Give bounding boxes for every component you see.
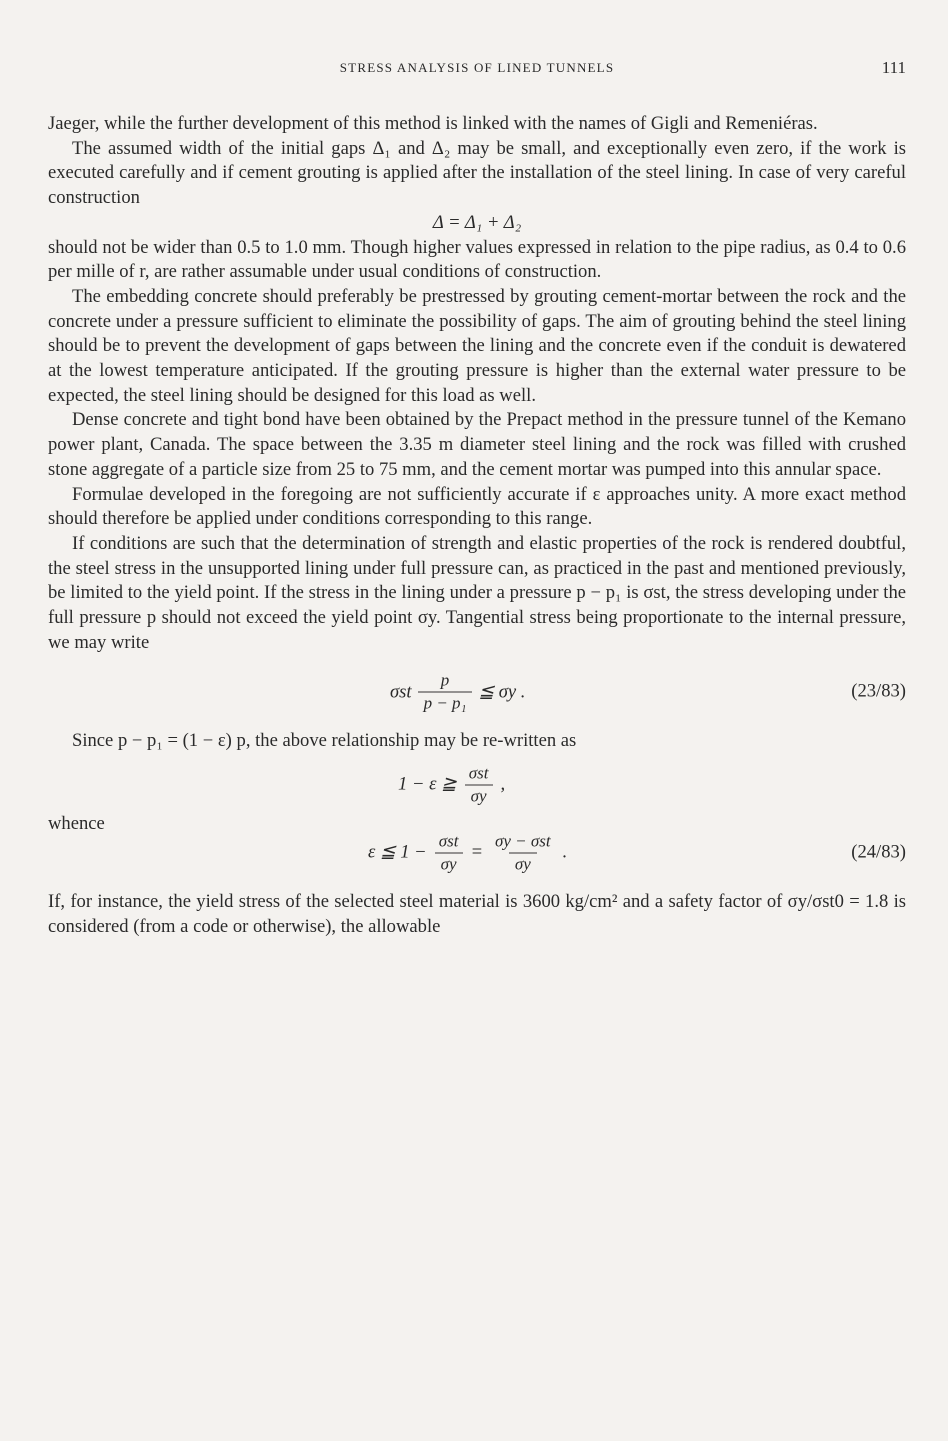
- eq23-fraction: [418, 670, 473, 715]
- eq24-numerator-1: σst: [438, 831, 459, 851]
- paragraph-8: Since p − p₁ = (1 − ε) p, the above relationship may be re-written as: [72, 730, 577, 752]
- eq24-fraction-1: [433, 831, 465, 876]
- running-title: STRESS ANALYSIS OF LINED TUNNELS: [339, 60, 615, 75]
- eq23-rhs: ≦ σy .: [478, 681, 526, 703]
- eq23-numerator: p: [440, 670, 450, 690]
- eq23-denominator: p − p₁: [418, 692, 473, 715]
- paragraph-4: The embedding concrete should preferably be prestressed by grouting cement-mortar between the rock and the concrete under a pressure sufficient to eliminate the possibility of gaps. The aim of grouting behind the steel lining should be to prevent the development of gaps between the lining and the concrete even if the conduit is dewatered at the lowest temperature anticipated. If the grouting pressure is higher than the external water pressure to be expected, the steel lining should be designed for this load as well.: [48, 285, 906, 406]
- eq24-denominator-2: σy: [509, 853, 537, 876]
- eq24-lhs: ε ≦ 1 −: [368, 841, 427, 863]
- eq24-fraction-2: [489, 831, 557, 876]
- body-text: [48, 112, 906, 940]
- paragraph-3: should not be wider than 0.5 to 1.0 mm. Though higher values expressed in relation to the pipe radius, as 0.4 to 0.6 per mille of r, are rather assumable under usual conditions of construction.: [48, 236, 906, 283]
- eq23-lhs: σst: [390, 681, 412, 703]
- equation-intermediate: [48, 754, 906, 816]
- eqmid-lhs: 1 − ε ≧: [398, 773, 457, 795]
- paragraph-1: Jaeger, while the further development of this method is linked with the names of Gigli and Remeniéras.: [48, 113, 818, 134]
- paragraph-5: Dense concrete and tight bond have been obtained by the Prepact method in the pressure tunnel of the Kemano power plant, Canada. The space between the 3.35 m diameter steel lining and the rock was filled with crushed stone aggregate of a particle size from 25 to 75 mm, and the cement mortar was pumped into this annular space.: [48, 409, 906, 480]
- page-number: 111: [881, 58, 906, 77]
- eq24-denominator-1: σy: [435, 853, 463, 876]
- paragraph-6: Formulae developed in the foregoing are not sufficiently accurate if ε approaches unity. A more exact method should therefore be applied under conditions corresponding to this range.: [48, 483, 906, 530]
- eq24-equals: =: [470, 841, 483, 863]
- equation-gap: Δ = Δ₁ + Δ₂: [432, 211, 522, 233]
- whence-label: whence: [48, 813, 105, 835]
- paragraph-2: The assumed width of the initial gaps Δ₁ and Δ₂ may be small, and exceptionally even zero, if the work is executed carefully and if cement grouting is applied after the installation of the steel lining. In case of very careful construction: [48, 137, 906, 209]
- equation-24: [48, 813, 906, 890]
- eqmid-rhs: ,: [500, 773, 506, 795]
- eqmid-denominator: σy: [465, 785, 493, 808]
- paragraph-7: If conditions are such that the determination of strength and elastic properties of the rock is rendered doubtful, the steel stress in the unsupported lining under full pressure can, as practiced in the past and mentioned previously, be limited to the yield point. If the stress in the lining under a pressure p − p₁ is σst, the stress developing under the full pressure p should not exceed the yield point σy. Tangential stress being proportionate to the internal pressure, we may write: [48, 532, 906, 653]
- eqmid-numerator: σst: [468, 763, 489, 783]
- eq24-number: (24/83): [851, 841, 906, 863]
- eqmid-fraction: [463, 763, 495, 808]
- running-head: [48, 58, 906, 82]
- eq24-numerator-2: σy − σst: [495, 831, 551, 851]
- eq24-rhs: .: [562, 841, 568, 863]
- equation-23: [48, 655, 906, 729]
- eq23-number: (23/83): [851, 681, 906, 703]
- paragraph-9: If, for instance, the yield stress of the selected steel material is 3600 kg/cm² and a safety factor of σy/σst0 = 1.8 is considered (from a code or otherwise), the allowable: [48, 891, 906, 937]
